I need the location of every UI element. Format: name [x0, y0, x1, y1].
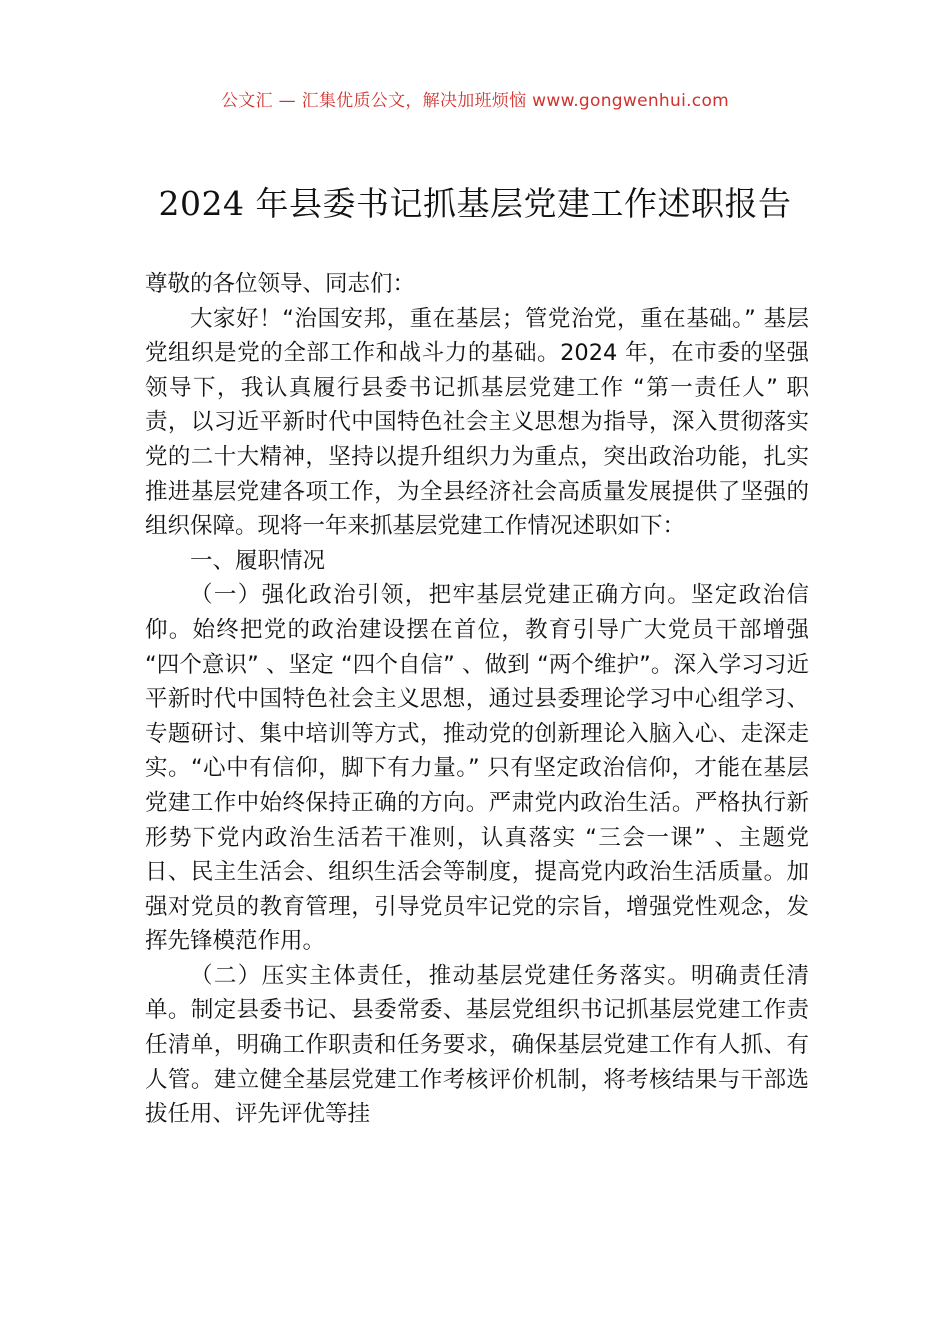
paragraph-political-guidance: （一）强化政治引领，把牢基层党建正确方向。坚定政治信仰。始终把党的政治建设摆在首位，教育引导广大党员干部增强 “四个意识” 、坚定 “四个自信” 、做到 “两个维护”。深入学习习近平新时代中国特色社会主义思想，通过县委理论学习中心组学习、专题研讨、集中培训等方式，推动党的创新理论入脑入心、走深走实。“心中有信仰，脚下有力量。” 只有坚定政治信仰，才能在基层党建工作中始终保持正确的方向。严肃党内政治生活。严格执行新形势下党内政治生活若干准则，认真落实 “三会一课” 、主题党日、民主生活会、组织生活会等制度，提高党内政治生活质量。加强对党员的教育管理，引导党员牢记党的宗旨，增强党性观念，发挥先锋模范作用。 — [145, 582, 809, 955]
salutation: 尊敬的各位领导、同志们： — [145, 271, 416, 297]
paragraph-intro: 大家好！“治国安邦，重在基层；管党治党，重在基础。” 基层党组织是党的全部工作和战斗力的基础。2024 年，在市委的坚强领导下，我认真履行县委书记抓基层党建工作 “第一责任人” 职责，以习近平新时代中国特色社会主义思想为指导，深入贯彻落实党的二十大精神，坚持以提升组织力为重点，突出政治功能，扎实推进基层党建各项工作，为全县经济社会高质量发展提供了坚强的组织保障。现将一年来抓基层党建工作情况述职如下： — [145, 305, 809, 540]
document-title: 2024 年县委书记抓基层党建工作述职报告 — [158, 184, 792, 223]
header-banner: 公文汇 — 汇集优质公文，解决加班烦恼 www.gongwenhui.com — [220, 91, 730, 111]
document-body — [145, 267, 809, 1132]
paragraph-main-responsibility: （二）压实主体责任，推动基层党建任务落实。明确责任清单。制定县委书记、县委常委、基层党组织书记抓基层党建工作责任清单，明确工作职责和任务要求，确保基层党建工作有人抓、有人管。建立健全基层党建工作考核评价机制，将考核结果与干部选拔任用、评先评优等挂 — [145, 962, 809, 1128]
section-heading-duty: 一、履职情况 — [190, 547, 326, 574]
